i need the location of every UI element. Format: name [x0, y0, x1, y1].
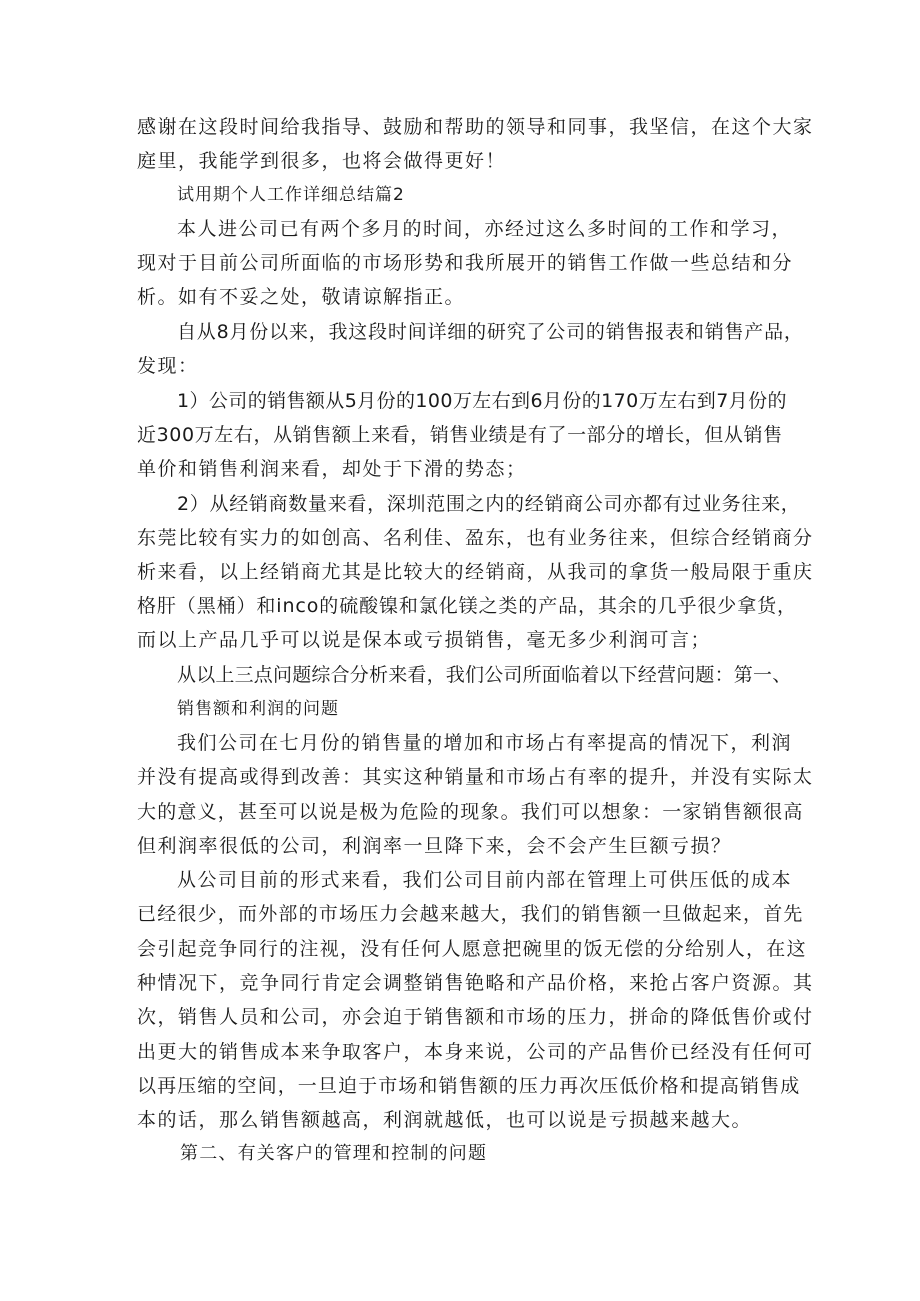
body-text-line: 发现：	[137, 355, 199, 377]
body-text-line: 析来看，以上经销商尤其是比较大的经销商，从我司的拿货一般局限于重庆	[137, 561, 814, 583]
body-text-line: 已经很少，而外部的市场压力会越来越大，我们的销售额一旦做起来，首先	[137, 903, 804, 925]
body-text-line: 近300万左右，从销售额上来看，销售业绩是有了一部分的增长，但从销售	[137, 424, 783, 446]
body-text-line: 本的话，那么销售额越高，利润就越低，也可以说是亏损越来越大。	[137, 1109, 753, 1131]
body-text-line: 析。如有不妥之处，敬请谅解指正。	[137, 286, 466, 308]
body-text-line: 单价和销售利润来看，却处于下滑的势态；	[137, 458, 527, 480]
body-text-line: 感谢在这段时间给我指导、鼓励和帮助的领导和同事，我坚信，在这个大家	[137, 116, 814, 138]
body-text-line: 本人进公司已有两个多月的时间，亦经过这么多时间的工作和学习，	[177, 218, 793, 240]
body-text-line: 现对于目前公司所面临的市场形势和我所展开的销售工作做一些总结和分	[137, 252, 794, 274]
body-text-line: 从公司目前的形式来看，我们公司目前内部在管理上可供压低的成本	[177, 869, 793, 891]
section-heading: 第二、有关客户的管理和控制的问题	[180, 1143, 488, 1164]
body-text-line: 以再压缩的空间，一旦迫于市场和销售额的压力再次压低价格和提高销售成	[137, 1075, 801, 1097]
body-text-line: 自从8月份以来，我这段时间详细的研究了公司的销售报表和销售产品，	[177, 321, 804, 343]
body-text-line: 次，销售人员和公司，亦会迫于销售额和市场的压力，拼命的降低售价或付	[137, 1006, 814, 1028]
body-text-line: 会引起竞争同行的注视，没有任何人愿意把碗里的饭无偿的分给别人，在这	[137, 938, 807, 960]
body-text-line: 但利润率很低的公司，利润率一旦降下来，会不会产生巨额亏损？	[137, 835, 732, 857]
body-text-line: 并没有提高或得到改善：其实这种销量和市场占有率的提升，并没有实际太	[137, 766, 814, 788]
body-text-line: 东莞比较有实力的如创高、名利佳、盈东，也有业务往来，但综合经销商分	[137, 527, 814, 549]
body-text-line: 2）从经销商数量来看，深圳范围之内的经销商公司亦都有过业务往来，	[177, 493, 801, 515]
body-text-line: 我们公司在七月份的销售量的增加和市场占有率提高的情况下，利润	[177, 732, 793, 754]
section-heading: 销售额和利润的问题	[177, 699, 339, 719]
body-text-line: 而以上产品几乎可以说是保本或亏损销售，毫无多少利润可言；	[137, 629, 712, 651]
body-text-line: 庭里，我能学到很多，也将会做得更好！	[137, 150, 507, 172]
body-text-line: 从以上三点问题综合分析来看，我们公司所面临着以下经营问题：第一、	[177, 664, 792, 686]
body-text-line: 1）公司的销售额从5月份的100万左右到6月份的170万左右到7月份的	[177, 390, 787, 412]
body-text-line: 出更大的销售成本来争取客户，本身来说，公司的产品售价已经没有任何可	[137, 1041, 814, 1063]
section-heading: 试用期个人工作详细总结篇2	[177, 185, 405, 205]
body-text-line: 种情况下，竞争同行肯定会调整销售铯略和产品价格，来抢占客户资源。其	[137, 972, 814, 994]
body-text-line: 大的意义，甚至可以说是极为危险的现象。我们可以想象：一家销售额很高	[137, 801, 804, 823]
body-text-line: 格肝（黑桶）和inco的硫酸镍和氯化镁之类的产品，其余的几乎很少拿货，	[137, 595, 797, 617]
